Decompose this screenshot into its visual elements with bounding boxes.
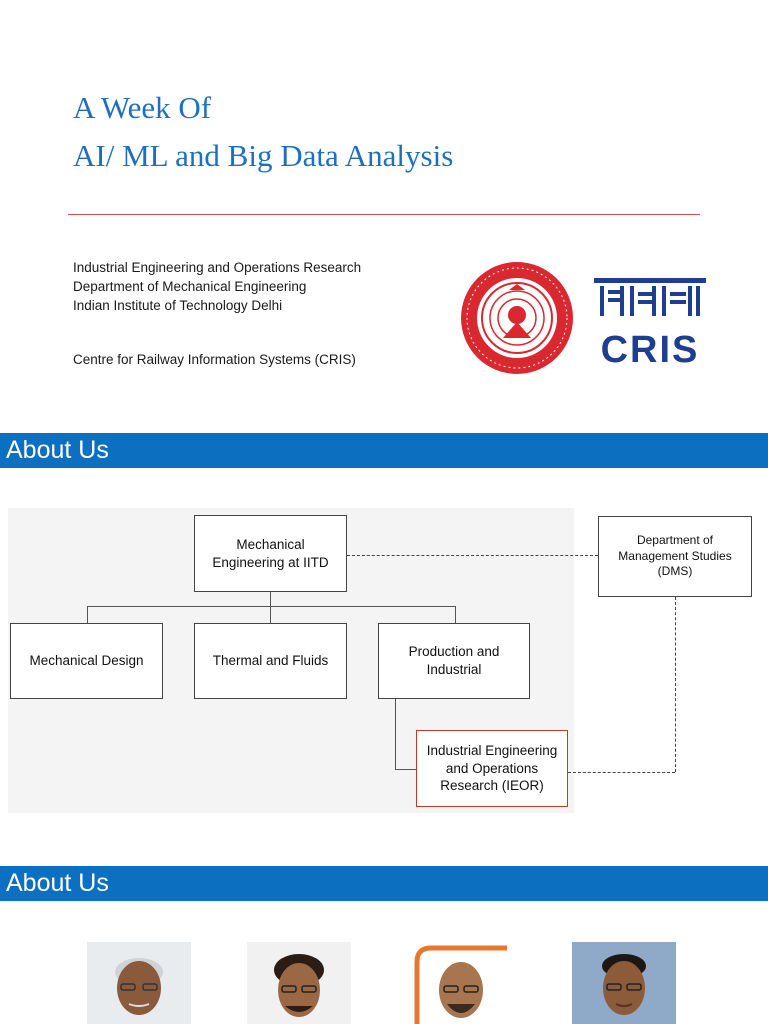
connector-child2 <box>270 606 271 623</box>
section-header-about-us-2 <box>0 866 768 901</box>
dashed-link-ieor-dms <box>568 772 675 773</box>
section-title: About Us <box>6 436 109 464</box>
connector-root-down <box>270 592 271 607</box>
affiliation-dept: Department of Mechanical Engineering <box>73 279 307 294</box>
org-node-label: Industrial Engineering and Operations Research (IEOR) <box>426 743 558 794</box>
org-node-dms <box>598 516 752 597</box>
affiliation-institute: Indian Institute of Technology Delhi <box>73 298 283 313</box>
org-node-mechanical-engineering <box>194 515 347 592</box>
org-node-label: Thermal and Fluids <box>212 653 329 669</box>
title-line-2: AI/ ML and Big Data Analysis <box>73 138 454 173</box>
org-node-label: Mechanical Engineering at IITD <box>212 536 329 570</box>
cris-logo-text: CRIS <box>600 329 700 366</box>
dashed-link-root-dms <box>347 555 598 556</box>
org-node-ieor <box>416 730 568 807</box>
person-photo-1 <box>87 942 191 1024</box>
affiliation-cris: Centre for Railway Information Systems (CRIS) <box>73 352 356 367</box>
iitd-logo <box>459 260 575 376</box>
org-node-label: Department of Management Studies (DMS) <box>618 533 732 579</box>
org-node-thermal-fluids <box>194 623 347 699</box>
person-photo-3 <box>407 942 511 1024</box>
dashed-link-dms-down <box>675 597 676 772</box>
title-line-1: A Week Of <box>73 90 212 125</box>
section-header-about-us <box>0 433 768 468</box>
person-photo-2 <box>247 942 351 1024</box>
affiliation-ieor: Industrial Engineering and Operations Research <box>73 260 362 275</box>
cris-logo <box>590 272 710 366</box>
org-node-mechanical-design <box>10 623 163 699</box>
person-photo-4 <box>572 942 676 1024</box>
org-node-label: Mechanical Design <box>29 653 144 669</box>
org-node-production-industrial <box>378 623 530 699</box>
connector-ieor-horizontal <box>395 769 416 770</box>
org-node-label: Production and Industrial <box>408 644 500 677</box>
connector-horizontal <box>87 606 455 607</box>
connector-child1 <box>87 606 88 623</box>
section-title: About Us <box>6 869 109 897</box>
connector-ieor-vertical <box>395 698 396 770</box>
connector-child3 <box>455 606 456 623</box>
title-divider <box>68 214 700 215</box>
